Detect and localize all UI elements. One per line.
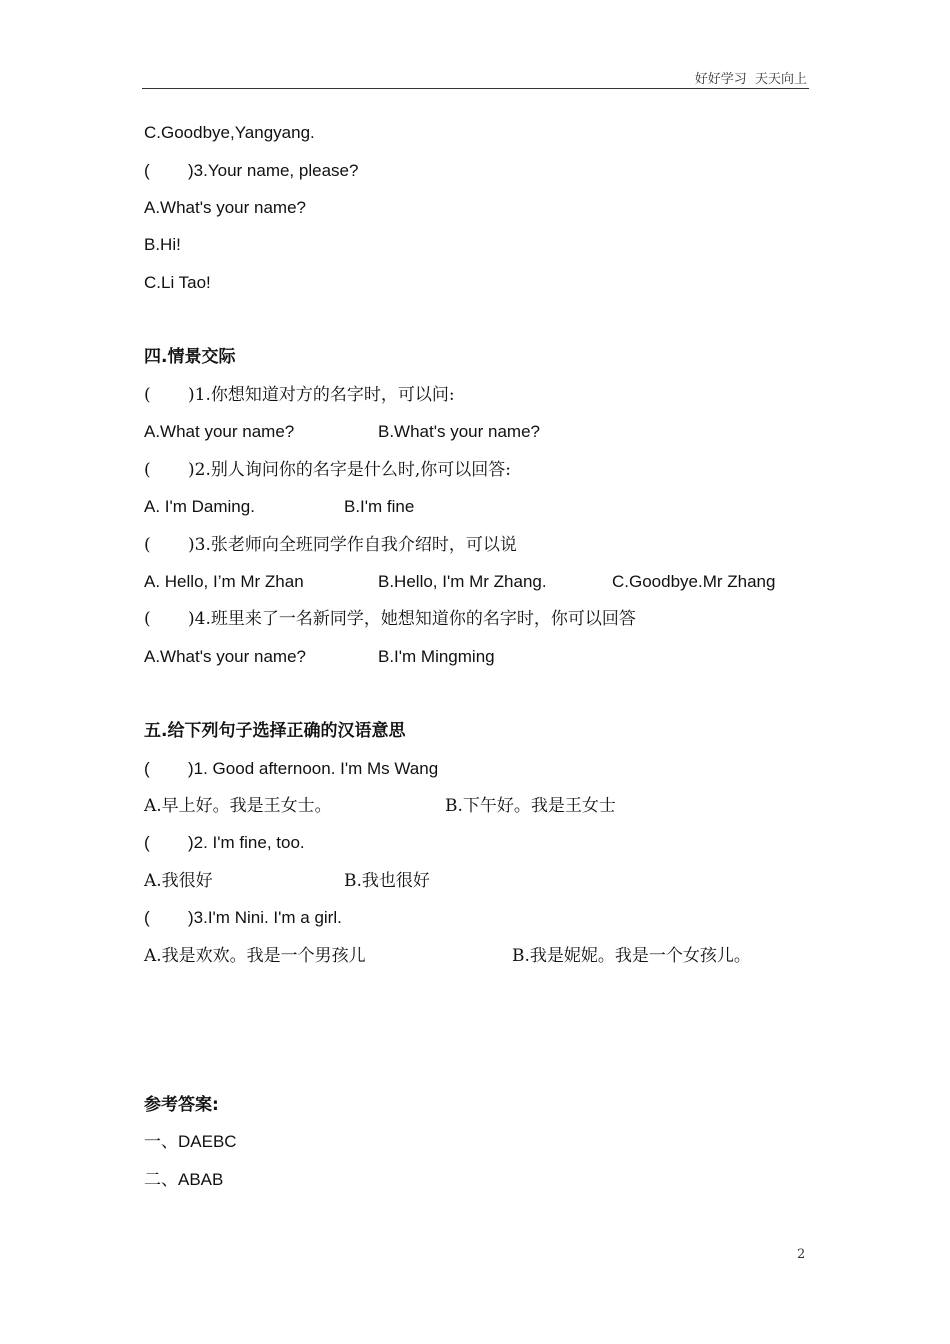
header-text: 好好学习 天天向上 bbox=[694, 72, 807, 87]
page-header bbox=[142, 66, 809, 89]
section-title: 四.情景交际 bbox=[144, 347, 236, 367]
option: C.Goodbye.Mr Zhang bbox=[612, 572, 776, 591]
options-row bbox=[144, 421, 804, 443]
options-row bbox=[144, 870, 804, 892]
options-row bbox=[144, 795, 804, 817]
option: B.下午好。我是王女士 bbox=[445, 796, 616, 816]
answer-line: 二、ABAB bbox=[144, 1170, 224, 1189]
answer-blank: ( bbox=[144, 833, 150, 852]
question-text: )2. I'm fine, too. bbox=[188, 833, 305, 852]
options-row bbox=[144, 571, 804, 593]
question-text: )4.班里来了一名新同学，她想知道你的名字时，你可以回答 bbox=[188, 609, 636, 629]
question-text: )2.别人询问你的名字是什么时,你可以回答: bbox=[188, 460, 511, 480]
option-line: C.Li Tao! bbox=[144, 273, 211, 292]
question-line bbox=[144, 832, 305, 854]
answer-blank: ( bbox=[144, 385, 151, 405]
option: B.Hello, I'm Mr Zhang. bbox=[378, 572, 547, 591]
option: A.What's your name? bbox=[144, 647, 306, 666]
answer-blank: ( bbox=[144, 535, 151, 555]
question-line bbox=[144, 534, 517, 556]
question-text: )3.张老师向全班同学作自我介绍时，可以说 bbox=[188, 535, 517, 555]
question-line bbox=[144, 907, 342, 929]
question-line bbox=[144, 459, 511, 481]
question-line bbox=[144, 160, 358, 182]
question-text: )3.Your name, please? bbox=[188, 161, 359, 180]
option: B.我是妮妮。我是一个女孩儿。 bbox=[512, 946, 751, 966]
page-number: 2 bbox=[797, 1247, 806, 1262]
option: A.我很好 bbox=[144, 871, 213, 891]
option: B.What's your name? bbox=[378, 422, 540, 441]
option-line: C.Goodbye,Yangyang. bbox=[144, 123, 315, 142]
question-line bbox=[144, 608, 636, 630]
answer-blank: ( bbox=[144, 161, 150, 180]
option: A.我是欢欢。我是一个男孩儿 bbox=[144, 946, 366, 966]
answer-blank: ( bbox=[144, 460, 151, 480]
option-line: B.Hi! bbox=[144, 235, 181, 254]
answer-blank: ( bbox=[144, 908, 150, 927]
option: A.What your name? bbox=[144, 422, 295, 441]
option: B.I'm fine bbox=[344, 497, 415, 516]
option: B.I'm Mingming bbox=[378, 647, 495, 666]
question-line bbox=[144, 758, 438, 780]
option-line: A.What's your name? bbox=[144, 198, 306, 217]
question-line bbox=[144, 384, 455, 406]
option: A. I'm Daming. bbox=[144, 497, 255, 516]
options-row bbox=[144, 646, 804, 668]
options-row bbox=[144, 945, 804, 967]
question-text: )1.你想知道对方的名字时，可以问: bbox=[188, 385, 455, 405]
answer-line: 一、DAEBC bbox=[144, 1132, 237, 1151]
option: A.早上好。我是王女士。 bbox=[144, 796, 332, 816]
question-text: )3.I'm Nini. I'm a girl. bbox=[188, 908, 342, 927]
options-row bbox=[144, 496, 804, 518]
option: B.我也很好 bbox=[344, 871, 430, 891]
answer-blank: ( bbox=[144, 609, 151, 629]
section-title: 五.给下列句子选择正确的汉语意思 bbox=[144, 721, 406, 741]
question-text: )1. Good afternoon. I'm Ms Wang bbox=[188, 759, 439, 778]
answers-title: 参考答案: bbox=[144, 1095, 219, 1115]
option: A. Hello, I’m Mr Zhan bbox=[144, 572, 304, 591]
answer-blank: ( bbox=[144, 759, 150, 778]
